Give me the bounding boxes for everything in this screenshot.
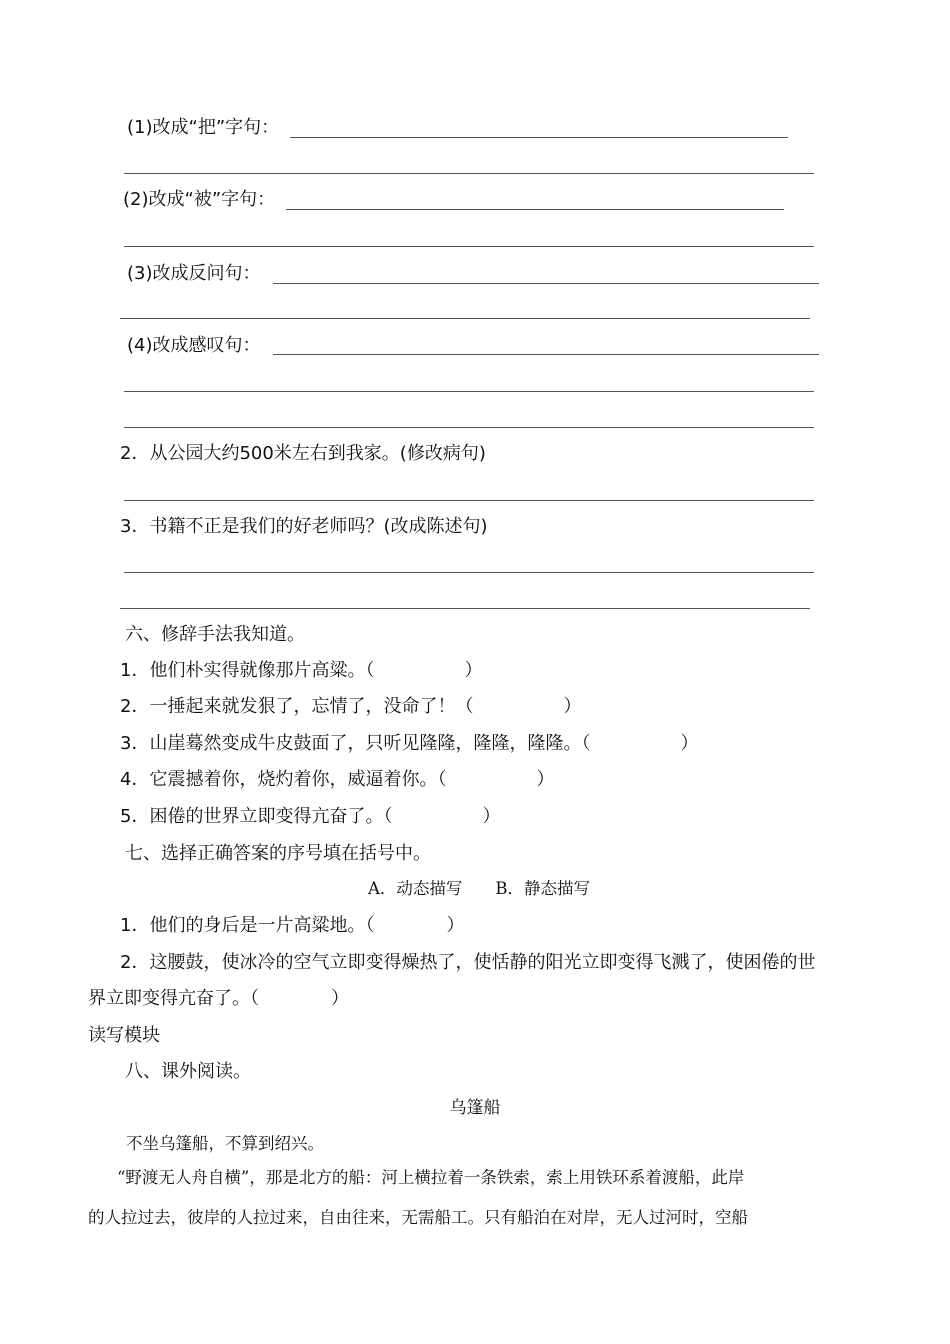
module-label: 读写模块 <box>88 1025 160 1046</box>
choice-options: A．动态描写 B．静态描写 <box>368 879 591 898</box>
answer-line <box>124 572 814 573</box>
rhetoric-item-3: 3．山崖蓦然变成牛皮鼓面了，只听见隆隆，隆隆，隆隆。（ ） <box>120 733 699 754</box>
article-title: 乌篷船 <box>449 1098 501 1118</box>
rewrite-item-bei: (2)改成“被”字句： <box>123 189 276 210</box>
question-declarative: 3．书籍不正是我们的好老师吗？(改成陈述句) <box>120 516 488 537</box>
rhetoric-item-4: 4．它震撼着你，烧灼着你，威逼着你。（ ） <box>120 769 555 790</box>
choice-item-2-line2: 界立即变得亢奋了。（ ） <box>88 988 349 1009</box>
rhetoric-item-1: 1．他们朴实得就像那片高粱。（ ） <box>120 660 483 681</box>
answer-line <box>273 354 819 355</box>
answer-line <box>120 608 810 609</box>
section-heading-choice: 七、选择正确答案的序号填在括号中。 <box>125 843 431 864</box>
rewrite-item-exclamatory: (4)改成感叹句： <box>127 335 261 356</box>
rhetoric-item-5: 5．困倦的世界立即变得亢奋了。（ ） <box>120 806 501 827</box>
choice-item-1: 1．他们的身后是一片高粱地。（ ） <box>120 915 465 936</box>
answer-line <box>124 173 814 174</box>
article-paragraph-2-line1: “野渡无人舟自横”，那是北方的船：河上横拉着一条铁索，索上用铁环系着渡船，此岸 <box>117 1168 745 1187</box>
rewrite-item-rhetorical: (3)改成反问句： <box>127 263 261 284</box>
rewrite-item-ba: (1)改成“把”字句： <box>127 117 280 138</box>
answer-line <box>273 283 819 284</box>
answer-line <box>290 137 788 138</box>
answer-line <box>124 391 814 392</box>
rhetoric-item-2: 2．一捶起来就发狠了，忘情了，没命了！（ ） <box>120 696 582 717</box>
answer-line <box>124 427 814 428</box>
answer-line <box>124 246 814 247</box>
answer-line <box>124 500 814 501</box>
question-fix-sentence: 2．从公园大约500米左右到我家。(修改病句) <box>120 443 486 464</box>
answer-line <box>120 318 810 319</box>
article-paragraph-1: 不坐乌篷船，不算到绍兴。 <box>126 1134 324 1153</box>
section-heading-reading: 八、课外阅读。 <box>125 1061 251 1082</box>
choice-item-2-line1: 2．这腰鼓，使冰冷的空气立即变得燥热了，使恬静的阳光立即变得飞溅了，使困倦的世 <box>120 952 816 973</box>
article-paragraph-2-line2: 的人拉过去，彼岸的人拉过来，自由往来，无需船工。只有船泊在对岸，无人过河时，空船 <box>88 1208 748 1227</box>
answer-line <box>286 209 784 210</box>
section-heading-rhetoric: 六、修辞手法我知道。 <box>125 624 305 645</box>
